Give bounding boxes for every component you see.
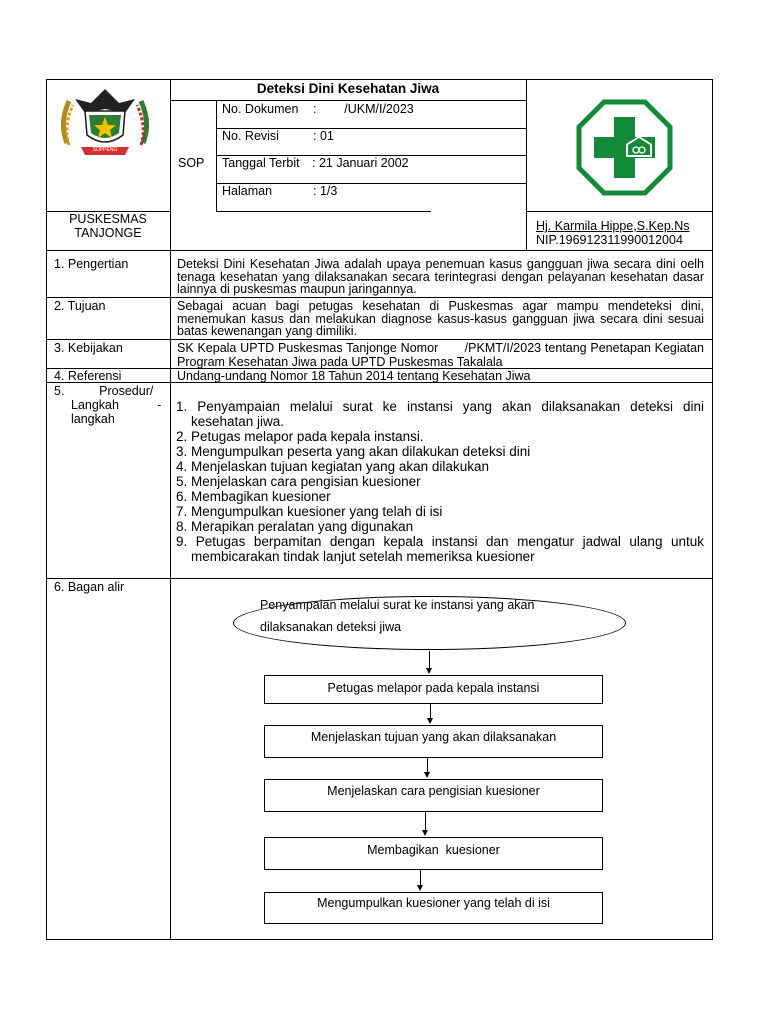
procedure-step: 8. Merapikan peralatan yang digunakan: [176, 519, 414, 534]
doc-no-value: : /UKM/I/2023: [313, 102, 414, 116]
flow-step-box: [264, 837, 603, 870]
flow-arrow-head: [426, 668, 432, 674]
procedure-steps: [176, 399, 704, 564]
flow-arrow: [420, 870, 421, 885]
flow-arrow-head: [422, 830, 428, 836]
prosedur-label-line2: Langkah -: [71, 398, 162, 412]
procedure-step: 3. Mengumpulkan peserta yang akan dilakukan deteksi dini: [176, 444, 531, 459]
referensi-label: 4. Referensi: [54, 369, 122, 383]
puskesmas-logo-icon: [576, 99, 673, 196]
page-value: : 1/3: [313, 184, 338, 198]
doc-no-label: No. Dokumen: [222, 102, 299, 116]
org-name-line1: PUSKESMAS: [69, 212, 147, 226]
procedure-step: 1. Penyampaian melalui surat ke instansi yang akan dilaksanakan deteksi dini kesehatan jiwa.: [176, 399, 704, 429]
revision-value: : 01: [313, 129, 334, 143]
flow-step-text: Mengumpulkan kuesioner yang telah di isi: [317, 896, 550, 910]
flow-start-text-line2: dilaksanakan deteksi jiwa: [260, 620, 402, 634]
procedure-step: 2. Petugas melapor pada kepala instansi.: [176, 429, 424, 444]
procedure-step: 9. Petugas berpamitan dengan kepala instansi dan mengatur jadwal ulang untuk membicarakan tindak lanjut setelah memeriksa kuesioner: [176, 534, 704, 564]
pengertian-text: Deteksi Dini Kesehatan Jiwa adalah upaya penemuan kasus gangguan jiwa secara dini oelh tenaga kesehatan yang dilaksanakan secara terintegrasi dengan pelayanan kesehatan dasar lainnya di puskesmas maupun jaringannya.: [177, 257, 704, 296]
signer-name: Hj. Karmila Hippe,S.Kep.Ns: [536, 219, 690, 233]
document-title: Deteksi Dini Kesehatan Jiwa: [256, 81, 440, 96]
pengertian-label: 1. Pengertian: [54, 257, 129, 271]
flow-arrow-head: [417, 885, 423, 891]
procedure-step: 4. Menjelaskan tujuan kegiatan yang akan dilakukan: [176, 459, 489, 474]
signer-nip: NIP.196912311990012004: [536, 233, 683, 247]
kebijakan-label: 3. Kebijakan: [54, 341, 123, 355]
flow-step-text: Menjelaskan tujuan yang akan dilaksanakan: [310, 730, 557, 744]
regency-emblem-text: SOPPENG: [92, 147, 118, 153]
flow-arrow-head: [427, 718, 433, 724]
flow-step-text: Petugas melapor pada kepala instansi: [327, 681, 540, 695]
flow-start-text-line1: Penyampaian melalui surat ke instansi yang akan: [260, 598, 535, 612]
flow-arrow: [430, 704, 431, 718]
flow-arrow: [429, 651, 430, 668]
flow-arrow-head: [424, 772, 430, 778]
date-value: : 21 Januari 2002: [312, 156, 409, 170]
flow-arrow: [427, 758, 428, 772]
prosedur-label-line3: langkah: [71, 412, 115, 426]
procedure-step: 6. Membagikan kuesioner: [176, 489, 331, 504]
tujuan-text: Sebagai acuan bagi petugas kesehatan di Puskesmas agar mampu mendeteksi dini, menemukan kasus dan melakukan diagnose kasus-kasus gangguan jiwa secara dini sesuai batas kewenangan yang dimiliki.: [177, 299, 704, 338]
flow-step-text: Membagikan kuesioner: [367, 843, 500, 857]
kebijakan-text: SK Kepala UPTD Puskesmas Tanjonge Nomor /PKMT/I/2023 tentang Penetapan Kegiatan Program Kesehatan Jiwa pada UPTD Puskesmas Takalala: [177, 341, 708, 369]
flow-step-box: [264, 892, 603, 924]
bagan-label: 6. Bagan alir: [54, 580, 125, 594]
prosedur-label-line1: 5. Prosedur/: [54, 384, 154, 398]
tujuan-label: 2. Tujuan: [54, 299, 106, 313]
flow-step-box: [264, 725, 603, 758]
puskesmas-logo: [576, 99, 673, 196]
page-label: Halaman: [222, 184, 273, 198]
procedure-step: 5. Menjelaskan cara pengisian kuesioner: [176, 474, 421, 489]
sop-label: SOP: [178, 156, 205, 170]
flow-step-text: Menjelaskan cara pengisian kuesioner: [327, 784, 540, 798]
flow-step-box: [264, 779, 603, 812]
flow-step-box: [264, 675, 603, 704]
referensi-text: Undang-undang Nomor 18 Tahun 2014 tentang Kesehatan Jiwa: [177, 369, 531, 383]
procedure-step: 7. Mengumpulkan kuesioner yang telah di isi: [176, 504, 443, 519]
regency-emblem: [55, 83, 155, 163]
date-label: Tanggal Terbit: [222, 156, 300, 170]
revision-label: No. Revisi: [222, 129, 279, 143]
org-name-line2: TANJONGE: [74, 226, 142, 240]
flow-arrow: [425, 812, 426, 830]
